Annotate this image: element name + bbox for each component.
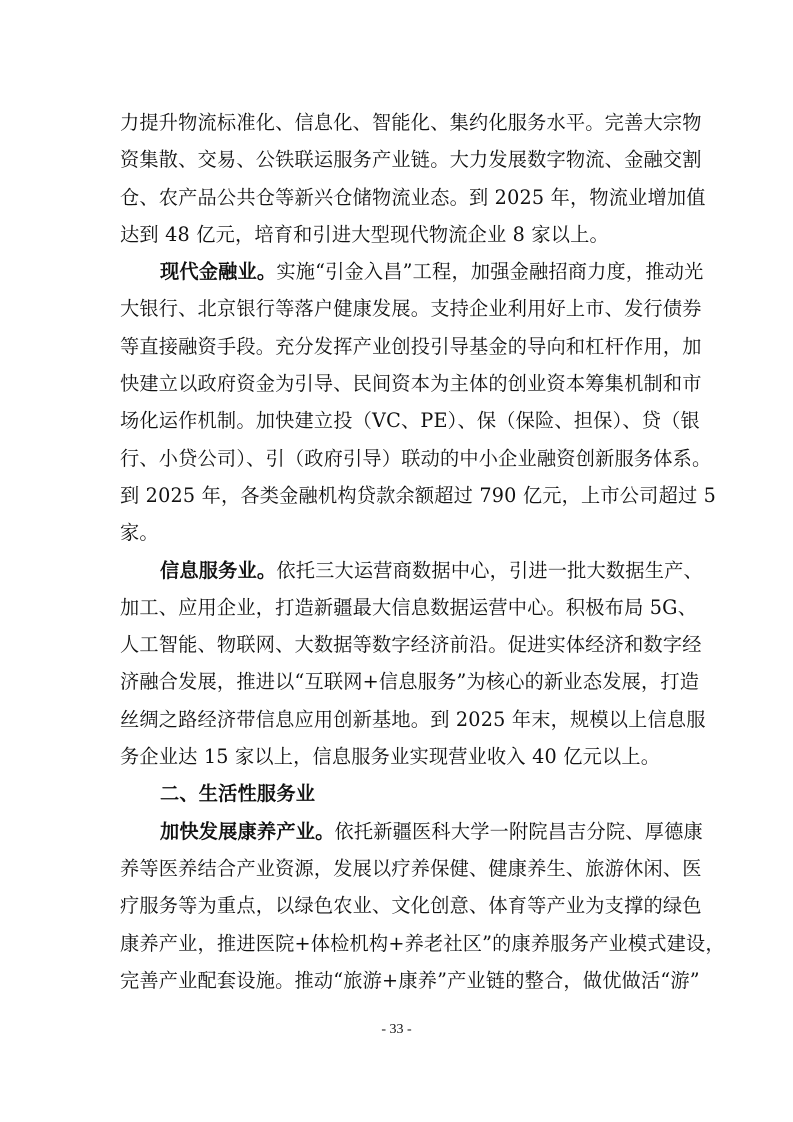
paragraph-heading-info: 信息服务业。 bbox=[160, 558, 277, 582]
paragraph-text: 依托三大运营商数据中心，引进一批大数据生产、 bbox=[276, 558, 703, 582]
paragraph-text: 实施“引金入昌”工程，加强金融招商力度，推动光 bbox=[276, 260, 704, 284]
paragraph-line: 力提升物流标准化、信息化、智能化、集约化服务水平。完善大宗物 bbox=[120, 111, 702, 134]
body-text bbox=[120, 104, 725, 999]
paragraph-line: 家。 bbox=[120, 521, 159, 545]
paragraph-line: 资集散、交易、公铁联运服务产业链。大力发展数字物流、金融交割 bbox=[120, 148, 702, 172]
paragraph-line: 到 2025 年，各类金融机构贷款余额超过 790 亿元，上市公司超过 5 bbox=[120, 483, 717, 507]
paragraph-line: 加工、应用企业，打造新疆最大信息数据运营中心。积极布局 5G、 bbox=[120, 595, 698, 619]
paragraph-line: 济融合发展，推进以“互联网+信息服务”为核心的新业态发展，打造 bbox=[120, 670, 700, 694]
paragraph-line: 快建立以政府资金为引导、民间资本为主体的创业资本筹集机制和市 bbox=[120, 372, 702, 396]
paragraph-line: 康养产业，推进医院+体检机构+养老社区”的康养服务产业模式建设， bbox=[120, 931, 725, 955]
paragraph-line: 行、小贷公司）、引（政府引导）联动的中小企业融资创新服务体系。 bbox=[120, 446, 712, 470]
paragraph-first-line bbox=[120, 253, 704, 290]
paragraph-line: 仓、农产品公共仓等新兴仓储物流业态。到 2025 年，物流业增加值 bbox=[120, 185, 706, 209]
paragraph-line: 丝绸之路经济带信息应用创新基地。到 2025 年末，规模以上信息服 bbox=[120, 707, 706, 731]
paragraph-line: 达到 48 亿元，培育和引进大型现代物流企业 8 家以上。 bbox=[120, 222, 609, 246]
paragraph-line: 养等医养结合产业资源，发展以疗养保健、健康养生、旅游休闲、医 bbox=[120, 856, 702, 880]
paragraph-heading-finance: 现代金融业。 bbox=[160, 260, 277, 284]
paragraph-line: 大银行、北京银行等落户健康发展。支持企业利用好上市、发行债券 bbox=[120, 297, 702, 321]
paragraph-text: 依托新疆医科大学一附院昌吉分院、厚德康 bbox=[334, 819, 703, 843]
paragraph-line: 人工智能、物联网、大数据等数字经济前沿。促进实体经济和数字经 bbox=[120, 633, 702, 657]
page-number: - 33 - bbox=[381, 1022, 412, 1037]
paragraph-line: 场化运作机制。加快建立投（VC、PE）、保（保险、担保）、贷（银 bbox=[120, 409, 700, 433]
paragraph-line: 疗服务等为重点，以绿色农业、文化创意、体育等产业为支撑的绿色 bbox=[120, 894, 702, 918]
paragraph-line: 务企业达 15 家以上，信息服务业实现营业收入 40 亿元以上。 bbox=[120, 745, 661, 769]
section-heading: 二、生活性服务业 bbox=[160, 782, 316, 806]
paragraph-first-line bbox=[120, 813, 703, 850]
paragraph-first-line bbox=[120, 552, 703, 589]
paragraph-line: 完善产业配套设施。推动“旅游+康养”产业链的整合，做优做活“游” bbox=[120, 968, 700, 992]
paragraph-heading-health: 加快发展康养产业。 bbox=[160, 819, 335, 843]
paragraph-line: 等直接融资手段。充分发挥产业创投引导基金的导向和杠杆作用，加 bbox=[120, 334, 702, 358]
